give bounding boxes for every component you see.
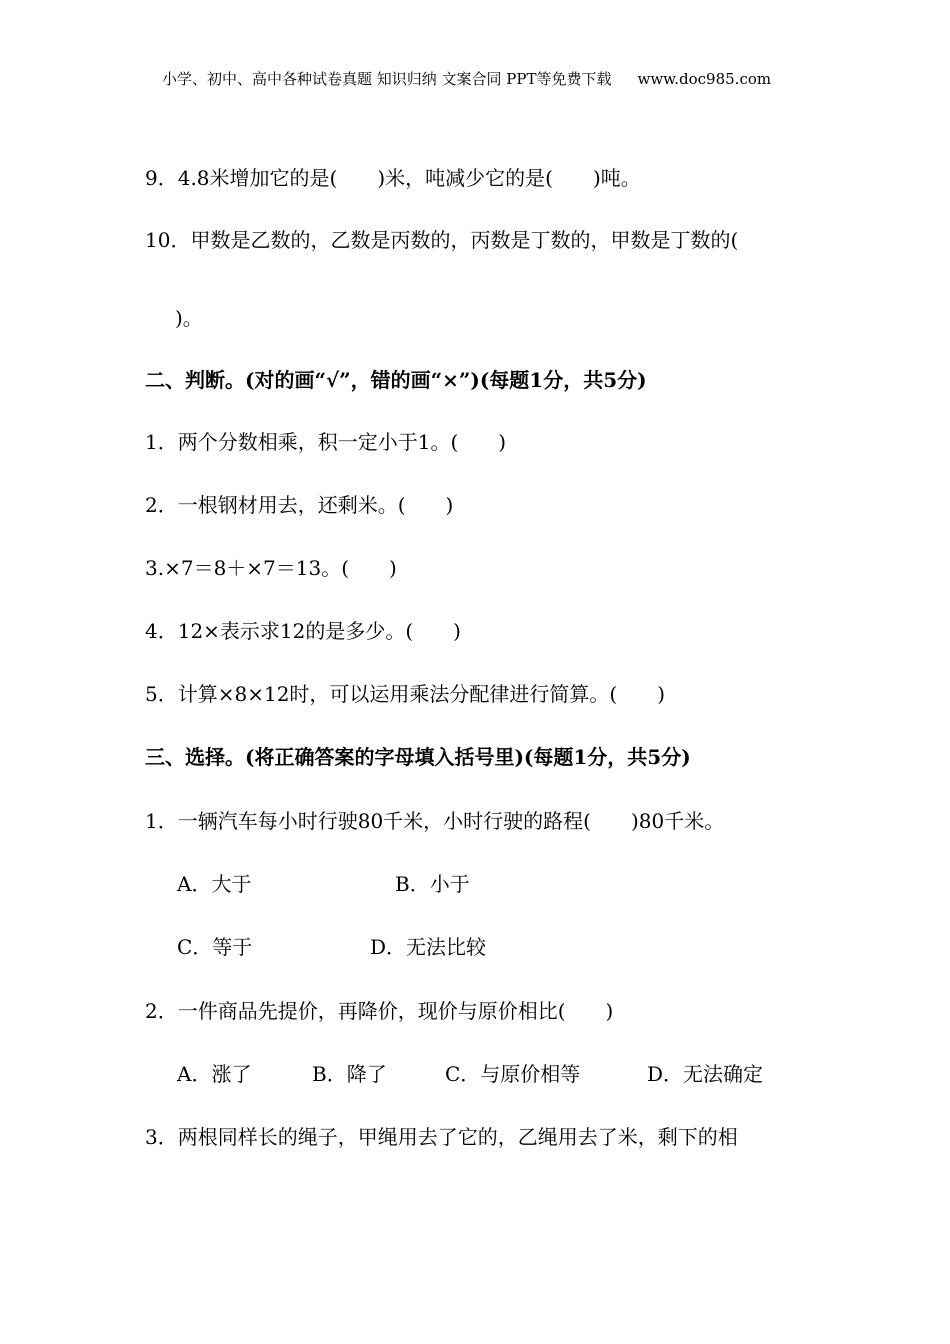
judge-item-4: 4．12×表示求12的是多少。( ) bbox=[145, 619, 461, 643]
judge-item-5: 5．计算×8×12时，可以运用乘法分配律进行简算。( ) bbox=[145, 682, 666, 706]
option-c: C．与原价相等 bbox=[445, 1062, 581, 1086]
question-10-end: )。 bbox=[175, 306, 203, 330]
option-a: A．大于 bbox=[177, 872, 252, 896]
option-d: D．无法确定 bbox=[647, 1062, 764, 1086]
section-2-title: 二、判断。(对的画“√”，错的画“×”)(每题1分，共5分) bbox=[145, 368, 647, 392]
option-d: D．无法比较 bbox=[370, 935, 487, 959]
question-9: 9．4.8米增加它的是( )米，吨减少它的是( )吨。 bbox=[145, 166, 641, 190]
judge-item-1: 1．两个分数相乘，积一定小于1。( ) bbox=[145, 430, 507, 454]
choice-question-2: 2．一件商品先提价，再降价，现价与原价相比( ) bbox=[145, 999, 614, 1023]
page-header bbox=[162, 68, 771, 89]
question-10: 10．甲数是乙数的，乙数是丙数的，丙数是丁数的，甲数是丁数的( bbox=[145, 228, 739, 252]
judge-item-3: 3.×7＝8＋×7＝13。( ) bbox=[145, 556, 397, 580]
option-b: B．降了 bbox=[312, 1062, 387, 1086]
header-url[interactable]: www.doc985.com bbox=[637, 70, 772, 88]
option-b: B．小于 bbox=[395, 872, 470, 896]
choice-question-3: 3．两根同样长的绳子，甲绳用去了它的，乙绳用去了米，剩下的相 bbox=[145, 1125, 738, 1149]
option-a: A．涨了 bbox=[177, 1062, 252, 1086]
header-text: 小学、初中、高中各种试卷真题 知识归纳 文案合同 PPT等免费下载 bbox=[162, 70, 612, 88]
section-3-title: 三、选择。(将正确答案的字母填入括号里)(每题1分，共5分) bbox=[145, 745, 691, 769]
choice-question-1: 1．一辆汽车每小时行驶80千米，小时行驶的路程( )80千米。 bbox=[145, 809, 725, 833]
option-c: C．等于 bbox=[177, 935, 253, 959]
judge-item-2: 2．一根钢材用去，还剩米。( ) bbox=[145, 493, 454, 517]
